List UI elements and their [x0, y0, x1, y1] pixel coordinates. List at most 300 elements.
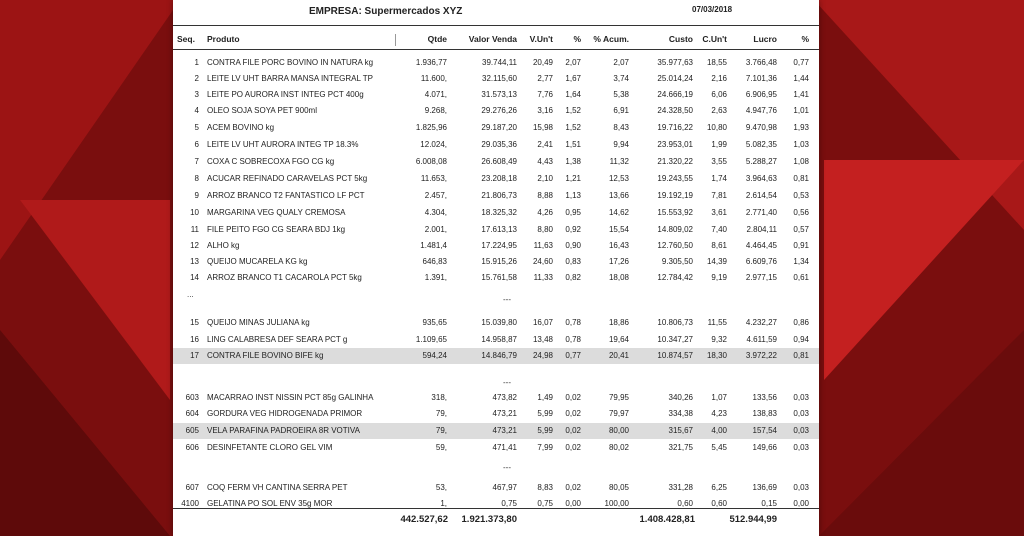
row-cunt: 8,61	[711, 241, 727, 250]
row-pct: 0,83	[565, 257, 581, 266]
row-pct: 1,13	[565, 191, 581, 200]
row-custo: 12.760,50	[657, 241, 693, 250]
row-produto: FILE PEITO FGO CG SEARA BDJ 1kg	[207, 225, 346, 234]
row-lucro: 157,54	[752, 426, 777, 435]
row-acum: 8,43	[613, 123, 629, 132]
row-pct-lucro: 0,53	[793, 191, 809, 200]
row-lucro: 3.766,48	[745, 58, 777, 67]
row-produto: MARGARINA VEG QUALY CREMOSA	[207, 208, 346, 217]
row-cunt: 4,23	[711, 409, 727, 418]
row-cunt: 1,74	[711, 174, 727, 183]
row-acum: 80,02	[608, 443, 629, 452]
row-acum: 14,62	[608, 208, 629, 217]
row-cunt: 5,45	[711, 443, 727, 452]
ellipsis-left-1: ...	[187, 290, 194, 299]
row-custo: 25.014,24	[657, 74, 693, 83]
row-pct: 1,64	[565, 90, 581, 99]
table-row	[173, 205, 819, 221]
row-valor: 0,75	[501, 499, 517, 508]
row-seq: 5	[194, 123, 199, 132]
row-produto: QUEIJO MUCARELA KG kg	[207, 257, 308, 266]
row-pct: 1,52	[565, 123, 581, 132]
row-valor: 29.276,26	[481, 106, 517, 115]
row-pct: 0,02	[565, 426, 581, 435]
row-custo: 23.953,01	[657, 140, 693, 149]
row-acum: 2,07	[613, 58, 629, 67]
row-cunt: 4,00	[711, 426, 727, 435]
row-qtde: 1.825,96	[415, 123, 447, 132]
total-valor: 1.921.373,80	[461, 514, 517, 525]
row-vunt: 24,98	[532, 351, 553, 360]
row-seq: 603	[185, 393, 199, 402]
row-custo: 334,38	[668, 409, 693, 418]
row-qtde: 12.024,	[420, 140, 447, 149]
row-pct: 0,02	[565, 483, 581, 492]
row-valor: 473,21	[492, 426, 517, 435]
col-pct: %	[573, 34, 581, 44]
table-row	[173, 423, 819, 439]
row-cunt: 3,61	[711, 208, 727, 217]
row-pct-lucro: 1,93	[793, 123, 809, 132]
row-seq: 1	[194, 58, 199, 67]
table-row	[173, 270, 819, 286]
row-produto: ALHO kg	[207, 241, 240, 250]
row-vunt: 7,76	[537, 90, 553, 99]
row-lucro: 2.614,54	[745, 191, 777, 200]
row-custo: 19.192,19	[657, 191, 693, 200]
table-row	[173, 406, 819, 422]
row-vunt: 1,49	[537, 393, 553, 402]
row-cunt: 11,55	[707, 318, 727, 327]
row-vunt: 13,48	[532, 335, 553, 344]
table-row	[173, 496, 819, 512]
row-produto: MACARRAO INST NISSIN PCT 85g GALINHA	[207, 393, 374, 402]
report-sheet	[173, 0, 819, 536]
row-acum: 18,08	[608, 273, 629, 282]
row-pct: 0,90	[565, 241, 581, 250]
row-pct-lucro: 0,94	[793, 335, 809, 344]
row-produto: LEITE LV UHT BARRA MANSA INTEGRAL TP	[207, 74, 373, 83]
row-valor: 17.224,95	[481, 241, 517, 250]
row-seq: 4	[194, 106, 199, 115]
table-row	[173, 222, 819, 238]
row-seq: 606	[185, 443, 199, 452]
row-cunt: 2,16	[711, 74, 727, 83]
row-produto: ACEM BOVINO kg	[207, 123, 275, 132]
row-pct: 0,02	[565, 393, 581, 402]
total-lucro: 512.944,99	[729, 514, 777, 525]
row-custo: 19.716,22	[657, 123, 693, 132]
row-produto: GELATINA PO SOL ENV 35g MOR	[207, 499, 333, 508]
row-pct-lucro: 0,03	[793, 483, 809, 492]
row-produto: VELA PARAFINA PADROEIRA 8R VOTIVA	[207, 426, 360, 435]
row-lucro: 4.464,45	[745, 241, 777, 250]
row-cunt: 18,30	[706, 351, 727, 360]
row-custo: 321,75	[668, 443, 693, 452]
header-rule-top	[173, 25, 819, 26]
table-row	[173, 71, 819, 87]
row-cunt: 6,06	[711, 90, 727, 99]
table-row	[173, 188, 819, 204]
row-qtde: 6.008,08	[415, 157, 447, 166]
ellipsis-center-3: ---	[503, 463, 511, 472]
row-vunt: 3,16	[537, 106, 553, 115]
row-lucro: 5.288,27	[745, 157, 777, 166]
row-custo: 14.809,02	[657, 225, 693, 234]
row-valor: 29.187,20	[481, 123, 517, 132]
table-row	[173, 480, 819, 496]
row-vunt: 8,80	[537, 225, 553, 234]
row-lucro: 6.906,95	[745, 90, 777, 99]
row-cunt: 7,40	[711, 225, 727, 234]
row-vunt: 5,99	[537, 426, 553, 435]
row-qtde: 318,	[431, 393, 447, 402]
row-valor: 17.613,13	[481, 225, 517, 234]
row-produto: COXA C SOBRECOXA FGO CG kg	[207, 157, 335, 166]
row-produto: LING CALABRESA DEF SEARA PCT g	[207, 335, 348, 344]
row-custo: 331,28	[668, 483, 693, 492]
row-seq: 16	[190, 335, 199, 344]
row-pct: 0,82	[565, 273, 581, 282]
header-separator	[395, 34, 396, 46]
row-lucro: 138,83	[752, 409, 777, 418]
row-pct-lucro: 1,08	[793, 157, 809, 166]
row-valor: 15.761,58	[481, 273, 517, 282]
row-seq: 11	[190, 225, 199, 234]
row-custo: 0,60	[677, 499, 693, 508]
table-row	[173, 332, 819, 348]
table-row	[173, 171, 819, 187]
row-pct-lucro: 1,44	[793, 74, 809, 83]
table-row	[173, 440, 819, 456]
row-seq: 13	[190, 257, 199, 266]
row-seq: 604	[185, 409, 199, 418]
row-vunt: 2,10	[537, 174, 553, 183]
row-custo: 12.784,42	[657, 273, 693, 282]
row-lucro: 4.947,76	[745, 106, 777, 115]
row-lucro: 7.101,36	[745, 74, 777, 83]
row-pct-lucro: 1,01	[793, 106, 809, 115]
row-custo: 10.874,57	[657, 351, 693, 360]
header-rule-bottom	[173, 49, 819, 50]
row-qtde: 935,65	[422, 318, 447, 327]
row-valor: 32.115,60	[482, 74, 517, 83]
row-acum: 3,74	[613, 74, 629, 83]
row-seq: 2	[194, 74, 199, 83]
row-produto: QUEIJO MINAS JULIANA kg	[207, 318, 310, 327]
row-qtde: 646,83	[422, 257, 447, 266]
row-qtde: 4.071,	[424, 90, 447, 99]
row-lucro: 3.972,22	[745, 351, 777, 360]
row-cunt: 7,81	[711, 191, 727, 200]
row-pct-lucro: 0,03	[793, 409, 809, 418]
col-cunt: C.Un't	[702, 34, 727, 44]
row-vunt: 2,77	[537, 74, 553, 83]
row-pct: 1,38	[565, 157, 581, 166]
row-vunt: 2,41	[537, 140, 553, 149]
table-row	[173, 390, 819, 406]
table-row	[173, 154, 819, 170]
row-qtde: 11.600,	[420, 74, 447, 83]
row-seq: 15	[190, 318, 199, 327]
row-qtde: 9.268,	[424, 106, 447, 115]
table-row	[173, 238, 819, 254]
row-valor: 15.039,80	[481, 318, 517, 327]
row-vunt: 4,26	[537, 208, 553, 217]
row-valor: 15.915,26	[481, 257, 517, 266]
row-qtde: 1.936,77	[415, 58, 447, 67]
row-lucro: 9.470,98	[745, 123, 777, 132]
row-pct: 0,78	[565, 335, 581, 344]
row-seq: 9	[194, 191, 199, 200]
row-qtde: 79,	[435, 426, 447, 435]
row-acum: 5,38	[613, 90, 629, 99]
row-acum: 15,54	[608, 225, 629, 234]
row-valor: 14.846,79	[481, 351, 517, 360]
row-qtde: 1,	[440, 499, 447, 508]
table-row	[173, 137, 819, 153]
row-custo: 9.305,50	[661, 257, 693, 266]
table-row	[173, 348, 819, 364]
row-custo: 15.553,92	[657, 208, 693, 217]
row-lucro: 2.804,11	[746, 225, 777, 234]
row-produto: CONTRA FILE BOVINO BIFE kg	[207, 351, 324, 360]
row-qtde: 1.109,65	[415, 335, 447, 344]
row-acum: 6,91	[613, 106, 629, 115]
row-vunt: 11,63	[533, 241, 553, 250]
row-cunt: 10,80	[706, 123, 727, 132]
row-pct: 1,21	[565, 174, 581, 183]
row-pct-lucro: 1,03	[793, 140, 809, 149]
row-valor: 29.035,36	[481, 140, 517, 149]
row-valor: 467,97	[492, 483, 517, 492]
row-pct-lucro: 0,00	[793, 499, 809, 508]
col-pct-lucro: %	[801, 34, 809, 44]
row-valor: 31.573,13	[481, 90, 517, 99]
row-valor: 473,21	[492, 409, 517, 418]
row-produto: CONTRA FILE PORC BOVINO IN NATURA kg	[207, 58, 374, 67]
row-qtde: 1.391,	[424, 273, 447, 282]
row-acum: 79,95	[608, 393, 629, 402]
row-vunt: 7,99	[537, 443, 553, 452]
table-row	[173, 315, 819, 331]
row-pct: 2,07	[565, 58, 581, 67]
row-valor: 26.608,49	[481, 157, 517, 166]
row-cunt: 9,19	[711, 273, 727, 282]
row-vunt: 16,07	[532, 318, 553, 327]
row-pct-lucro: 0,86	[793, 318, 809, 327]
total-qtde: 442.527,62	[400, 514, 448, 525]
row-valor: 473,82	[492, 393, 517, 402]
row-pct-lucro: 0,03	[793, 393, 809, 402]
row-qtde: 11.653,	[420, 174, 447, 183]
total-custo: 1.408.428,81	[639, 514, 695, 525]
row-acum: 19,64	[608, 335, 629, 344]
row-custo: 10.347,27	[657, 335, 693, 344]
row-custo: 35.977,63	[657, 58, 693, 67]
row-pct: 0,95	[565, 208, 581, 217]
row-pct-lucro: 0,61	[793, 273, 809, 282]
col-seq: Seq.	[177, 34, 195, 44]
row-produto: GORDURA VEG HIDROGENADA PRIMOR	[207, 409, 363, 418]
row-lucro: 2.977,15	[745, 273, 777, 282]
row-cunt: 14,39	[706, 257, 727, 266]
row-cunt: 2,63	[711, 106, 727, 115]
row-pct: 0,02	[565, 409, 581, 418]
row-produto: LEITE PO AURORA INST INTEG PCT 400g	[207, 90, 364, 99]
row-pct: 1,67	[565, 74, 581, 83]
row-custo: 10.806,73	[657, 318, 693, 327]
row-acum: 16,43	[608, 241, 629, 250]
table-row	[173, 120, 819, 136]
table-row	[173, 254, 819, 270]
row-seq: 3	[194, 90, 199, 99]
ellipsis-center-2: ---	[503, 378, 511, 387]
row-acum: 80,05	[608, 483, 629, 492]
row-valor: 471,41	[492, 443, 517, 452]
row-acum: 9,94	[613, 140, 629, 149]
row-pct-lucro: 0,56	[793, 208, 809, 217]
row-produto: ARROZ BRANCO T1 CACAROLA PCT 5kg	[207, 273, 362, 282]
row-cunt: 3,55	[711, 157, 727, 166]
row-vunt: 11,33	[533, 273, 553, 282]
row-pct-lucro: 0,81	[793, 174, 809, 183]
row-pct: 1,51	[565, 140, 581, 149]
row-acum: 20,41	[608, 351, 629, 360]
row-lucro: 136,69	[752, 483, 777, 492]
row-pct: 0,77	[565, 351, 581, 360]
row-seq: 12	[190, 241, 199, 250]
row-lucro: 4.232,27	[745, 318, 777, 327]
row-produto: LEITE LV UHT AURORA INTEG TP 18.3%	[207, 140, 359, 149]
row-pct-lucro: 1,41	[793, 90, 809, 99]
row-cunt: 9,32	[711, 335, 727, 344]
row-lucro: 4.611,59	[746, 335, 777, 344]
table-row	[173, 103, 819, 119]
row-lucro: 0,15	[761, 499, 777, 508]
row-valor: 23.208,18	[481, 174, 517, 183]
row-cunt: 0,60	[711, 499, 727, 508]
row-pct-lucro: 0,81	[793, 351, 809, 360]
row-valor: 18.325,32	[481, 208, 517, 217]
row-cunt: 6,25	[711, 483, 727, 492]
row-lucro: 133,56	[752, 393, 777, 402]
col-produto: Produto	[207, 34, 240, 44]
row-pct-lucro: 0,91	[793, 241, 809, 250]
row-pct: 0,00	[565, 499, 581, 508]
row-pct: 0,02	[565, 443, 581, 452]
report-date: 07/03/2018	[692, 5, 733, 14]
row-acum: 13,66	[608, 191, 629, 200]
row-cunt: 1,07	[711, 393, 727, 402]
row-pct-lucro: 0,03	[793, 426, 809, 435]
row-vunt: 24,60	[532, 257, 553, 266]
row-qtde: 4.304,	[424, 208, 447, 217]
row-vunt: 15,98	[532, 123, 553, 132]
row-qtde: 2.457,	[424, 191, 447, 200]
row-pct-lucro: 0,57	[793, 225, 809, 234]
row-lucro: 149,66	[752, 443, 777, 452]
row-valor: 14.958,87	[481, 335, 517, 344]
table-row	[173, 87, 819, 103]
row-vunt: 8,88	[537, 191, 553, 200]
row-custo: 340,26	[668, 393, 693, 402]
row-seq: 605	[185, 426, 199, 435]
row-vunt: 0,75	[537, 499, 553, 508]
col-valor: Valor Venda	[468, 34, 517, 44]
row-pct: 0,92	[565, 225, 581, 234]
row-acum: 18,86	[608, 318, 629, 327]
row-acum: 100,00	[604, 499, 629, 508]
row-produto: ARROZ BRANCO T2 FANTASTICO LF PCT	[207, 191, 365, 200]
row-cunt: 1,99	[711, 140, 727, 149]
table-row	[173, 55, 819, 71]
row-custo: 21.320,22	[657, 157, 693, 166]
row-vunt: 5,99	[537, 409, 553, 418]
row-produto: DESINFETANTE CLORO GEL VIM	[207, 443, 333, 452]
row-acum: 79,97	[608, 409, 629, 418]
ellipsis-center-1: ---	[503, 295, 511, 304]
row-valor: 39.744,11	[482, 58, 517, 67]
row-seq: 4100	[181, 499, 199, 508]
row-qtde: 79,	[435, 409, 447, 418]
col-vunt: V.Un't	[529, 34, 553, 44]
row-qtde: 59,	[435, 443, 447, 452]
row-acum: 17,26	[608, 257, 629, 266]
col-custo: Custo	[668, 34, 693, 44]
row-pct-lucro: 1,34	[793, 257, 809, 266]
row-seq: 14	[190, 273, 199, 282]
row-seq: 8	[194, 174, 199, 183]
row-cunt: 18,55	[706, 58, 727, 67]
row-qtde: 53,	[435, 483, 447, 492]
row-produto: OLEO SOJA SOYA PET 900ml	[207, 106, 317, 115]
row-qtde: 594,24	[422, 351, 447, 360]
row-acum: 12,53	[608, 174, 629, 183]
row-vunt: 8,83	[537, 483, 553, 492]
row-lucro: 6.609,76	[745, 257, 777, 266]
row-lucro: 3.964,63	[745, 174, 777, 183]
row-lucro: 2.771,40	[745, 208, 777, 217]
row-acum: 11,32	[609, 157, 629, 166]
col-qtde: Qtde	[427, 34, 447, 44]
row-seq: 6	[194, 140, 199, 149]
totals-rule	[173, 508, 819, 509]
row-pct: 0,78	[565, 318, 581, 327]
row-pct-lucro: 0,77	[793, 58, 809, 67]
row-custo: 24.328,50	[657, 106, 693, 115]
column-header-row	[173, 32, 819, 48]
row-seq: 17	[190, 351, 199, 360]
report-title: EMPRESA: Supermercados XYZ	[309, 6, 463, 17]
row-lucro: 5.082,35	[745, 140, 777, 149]
row-vunt: 4,43	[537, 157, 553, 166]
row-produto: COQ FERM VH CANTINA SERRA PET	[207, 483, 348, 492]
row-seq: 10	[190, 208, 199, 217]
row-pct: 1,52	[565, 106, 581, 115]
row-seq: 607	[185, 483, 199, 492]
row-custo: 315,67	[668, 426, 693, 435]
row-custo: 19.243,55	[657, 174, 693, 183]
row-valor: 21.806,73	[481, 191, 517, 200]
col-acum: % Acum.	[593, 34, 629, 44]
row-qtde: 1.481,4	[420, 241, 447, 250]
col-lucro: Lucro	[753, 34, 777, 44]
row-acum: 80,00	[608, 426, 629, 435]
row-pct-lucro: 0,03	[793, 443, 809, 452]
row-seq: 7	[194, 157, 199, 166]
row-produto: ACUCAR REFINADO CARAVELAS PCT 5kg	[207, 174, 368, 183]
